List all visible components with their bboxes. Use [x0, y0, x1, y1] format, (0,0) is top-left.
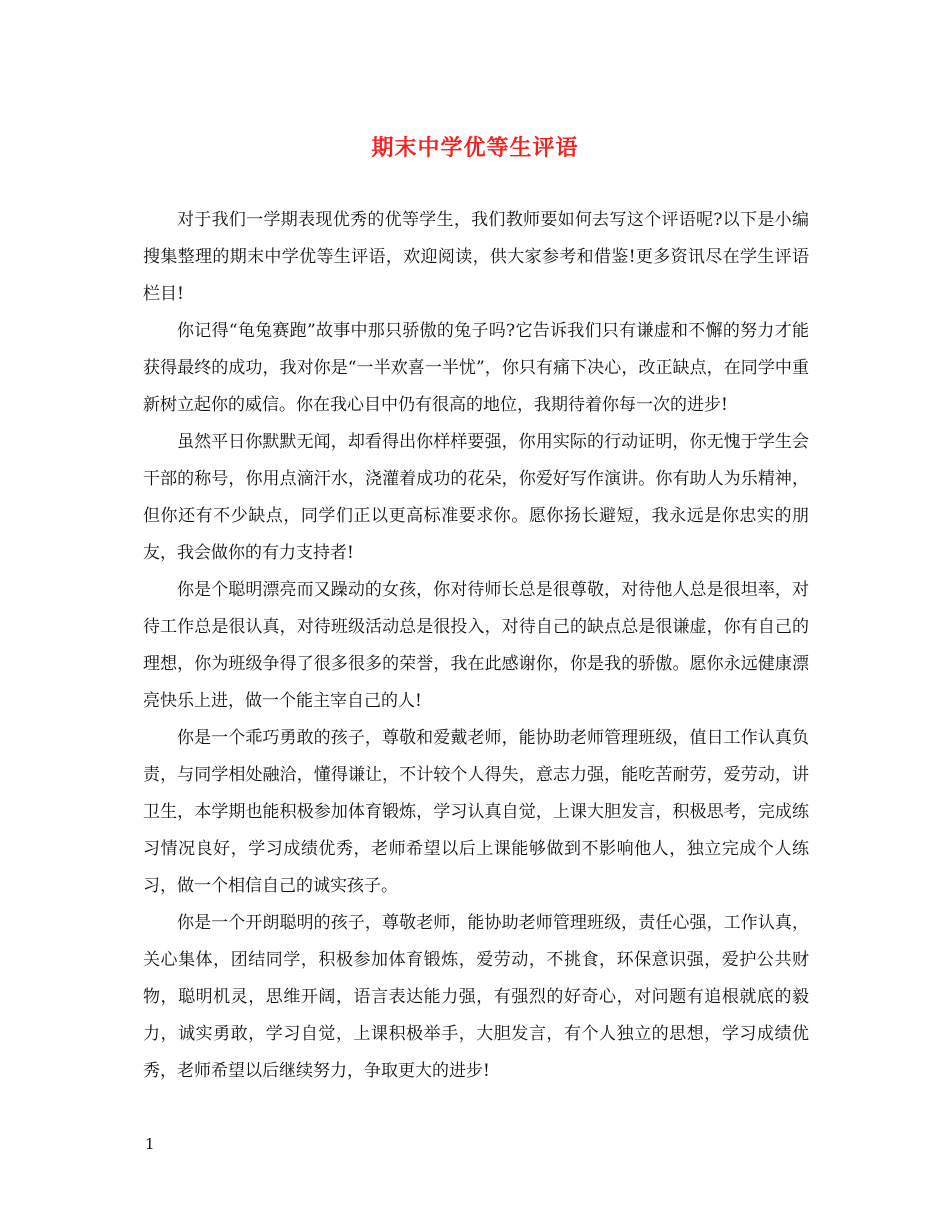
paragraph-comment-2: 虽然平日你默默无闻，却看得出你样样要强，你用实际的行动证明，你无愧于学生会干部的称号，你用点滴汗水，浇灌着成功的花朵，你爱好写作演讲。你有助人为乐精神，但你还有不少缺点，同学们正以更高标准要求你。愿你扬长避短，我永远是你忠实的朋友，我会做你的有力支持者! [143, 432, 809, 563]
paragraph-intro: 对于我们一学期表现优秀的优等学生，我们教师要如何去写这个评语呢?以下是小编搜集整理的期末中学优等生评语，欢迎阅读，供大家参考和借鉴!更多资讯尽在学生评语栏目! [143, 210, 809, 304]
page-number: 1 [145, 1135, 155, 1153]
paragraph-comment-1: 你记得“龟兔赛跑”故事中那只骄傲的兔子吗?它告诉我们只有谦虚和不懈的努力才能获得最终的成功，我对你是“一半欢喜一半忧”，你只有痛下决心，改正缺点，在同学中重新树立起你的威信。你在我心目中仍有很高的地位，我期待着你每一次的进步! [143, 321, 809, 415]
body-text [143, 202, 809, 1090]
paragraph-comment-5: 你是一个开朗聪明的孩子，尊敬老师，能协助老师管理班级，责任心强，工作认真，关心集体，团结同学，积极参加体育锻炼，爱劳动，不挑食，环保意识强，爱护公共财物，聪明机灵，思维开阔，语言表达能力强，有强烈的好奇心，对问题有追根就底的毅力，诚实勇敢，学习自觉，上课积极举手，大胆发言，有个人独立的思想，学习成绩优秀，老师希望以后继续努力，争取更大的进步! [143, 913, 809, 1081]
paragraph-comment-3: 你是个聪明漂亮而又躁动的女孩，你对待师长总是很尊敬，对待他人总是很坦率，对待工作总是很认真，对待班级活动总是很投入，对待自己的缺点总是很谦虚，你有自己的理想，你为班级争得了很多很多的荣誉，我在此感谢你，你是我的骄傲。愿你永远健康漂亮快乐上进，做一个能主宰自己的人! [143, 580, 809, 711]
page-title: 期末中学优等生评语 [371, 135, 579, 161]
paragraph-comment-4: 你是一个乖巧勇敢的孩子，尊敬和爱戴老师，能协助老师管理班级，值日工作认真负责，与同学相处融洽，懂得谦让，不计较个人得失，意志力强，能吃苦耐劳，爱劳动，讲卫生，本学期也能积极参加体育锻炼，学习认真自觉，上课大胆发言，积极思考，完成练习情况良好，学习成绩优秀，老师希望以后上课能够做到不影响他人，独立完成个人练习，做一个相信自己的诚实孩子。 [143, 728, 809, 896]
